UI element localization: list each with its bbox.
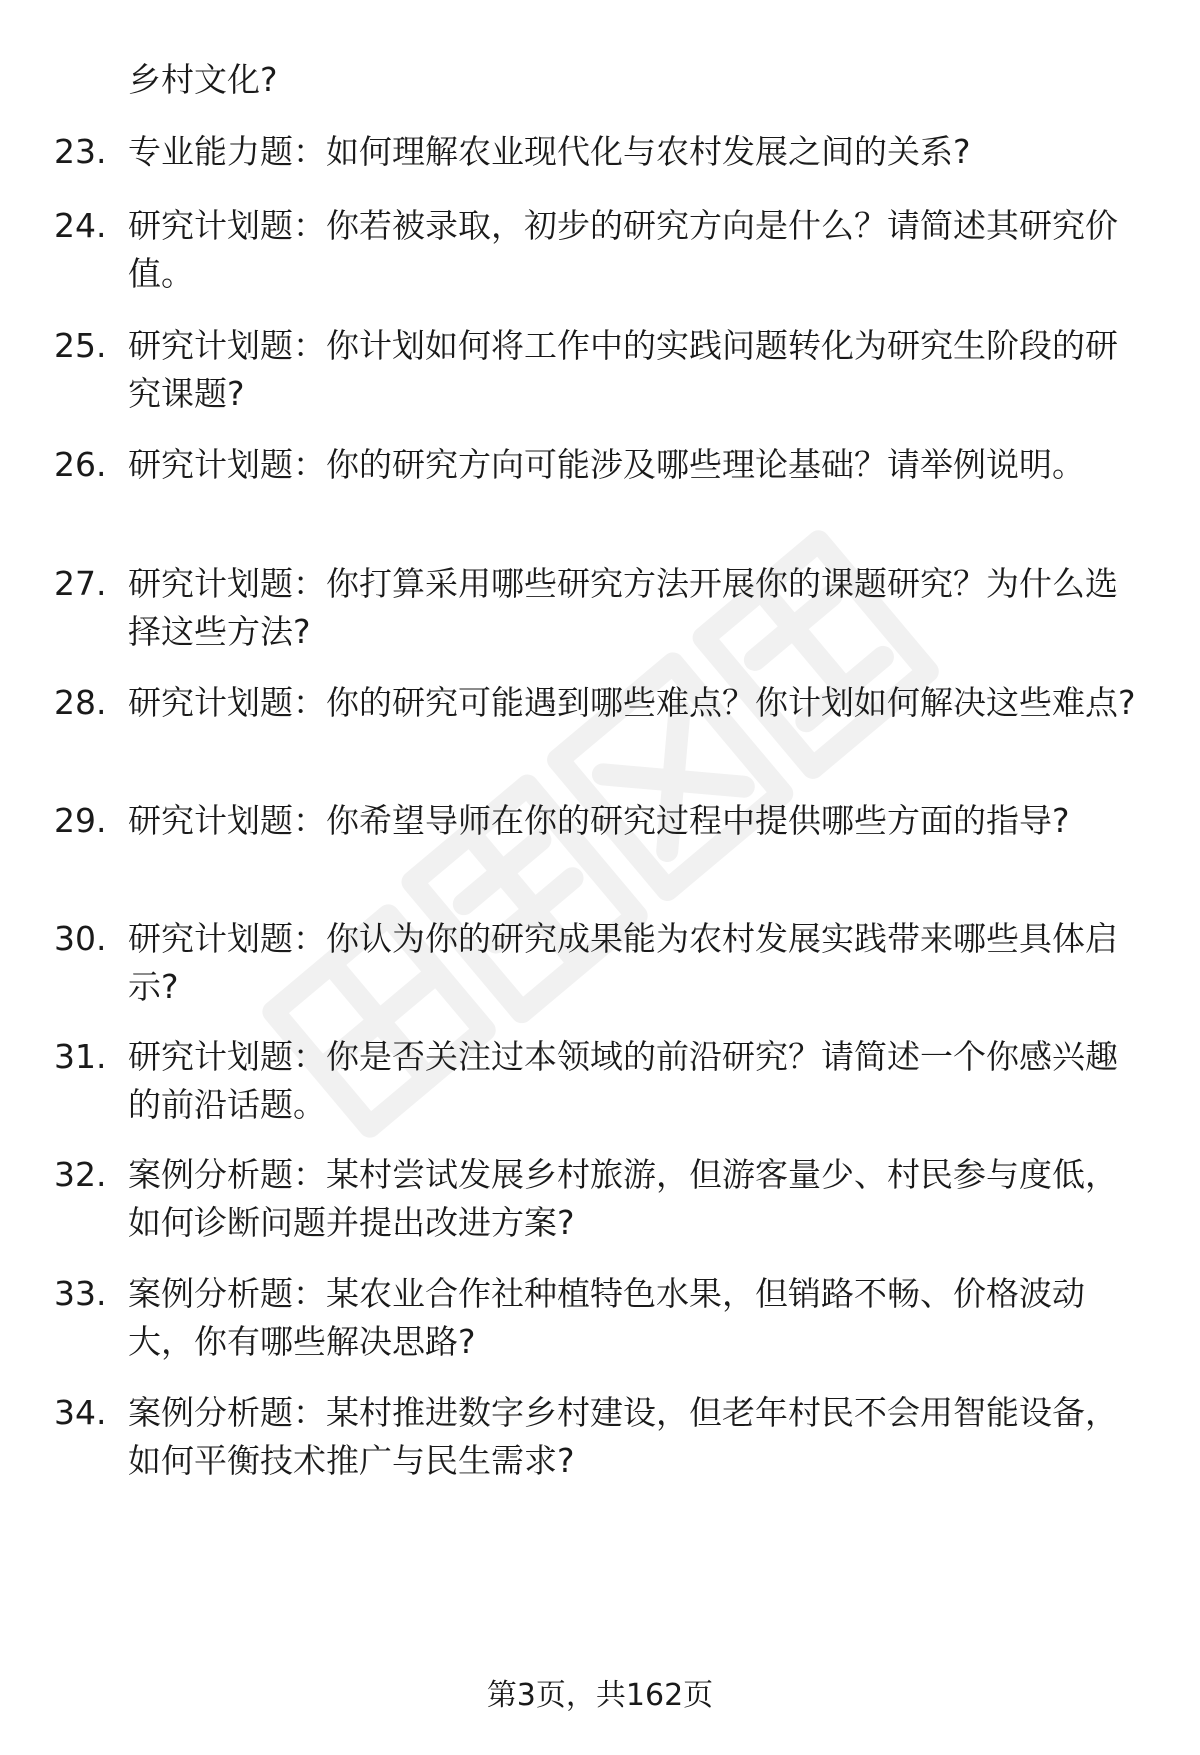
question-number: 34.: [54, 1393, 107, 1432]
question-text: 研究计划题：你的研究方向可能涉及哪些理论基础？请举例说明。: [128, 445, 1085, 484]
question-number: 30.: [54, 919, 107, 958]
question-text: 研究计划题：你打算采用哪些研究方法开展你的课题研究？为什么选择这些方法?: [128, 564, 1118, 651]
question-number: 28.: [54, 683, 107, 722]
question-text: 研究计划题：你是否关注过本领域的前沿研究？请简述一个你感兴趣的前沿话题。: [128, 1037, 1118, 1124]
question-text: 案例分析题：某村推进数字乡村建设，但老年村民不会用智能设备，如何平衡技术推广与民生需求?: [128, 1393, 1118, 1480]
page-footer: 第3页，共162页: [486, 1678, 714, 1713]
question-text: 研究计划题：你希望导师在你的研究过程中提供哪些方面的指导?: [128, 801, 1070, 840]
question-text: 研究计划题：你认为你的研究成果能为农村发展实践带来哪些具体启示?: [128, 919, 1118, 1006]
question-number: 27.: [54, 564, 107, 603]
question-number: 25.: [54, 326, 107, 365]
continued-question-text: 乡村文化?: [128, 60, 278, 99]
question-text: 案例分析题：某村尝试发展乡村旅游，但游客量少、村民参与度低，如何诊断问题并提出改进方案?: [128, 1155, 1118, 1242]
question-text: 研究计划题：你计划如何将工作中的实践问题转化为研究生阶段的研究课题?: [128, 326, 1118, 413]
question-text: 专业能力题：如何理解农业现代化与农村发展之间的关系?: [128, 132, 971, 171]
question-text: 研究计划题：你的研究可能遇到哪些难点？你计划如何解决这些难点?: [128, 683, 1136, 722]
question-number: 33.: [54, 1274, 107, 1313]
question-number: 23.: [54, 132, 107, 171]
question-text: 研究计划题：你若被录取，初步的研究方向是什么？请简述其研究价值。: [128, 206, 1118, 293]
question-number: 29.: [54, 801, 107, 840]
question-number: 24.: [54, 206, 107, 245]
question-number: 32.: [54, 1155, 107, 1194]
question-number: 26.: [54, 445, 107, 484]
question-number: 31.: [54, 1037, 107, 1076]
question-text: 案例分析题：某农业合作社种植特色水果，但销路不畅、价格波动大，你有哪些解决思路?: [128, 1274, 1085, 1361]
